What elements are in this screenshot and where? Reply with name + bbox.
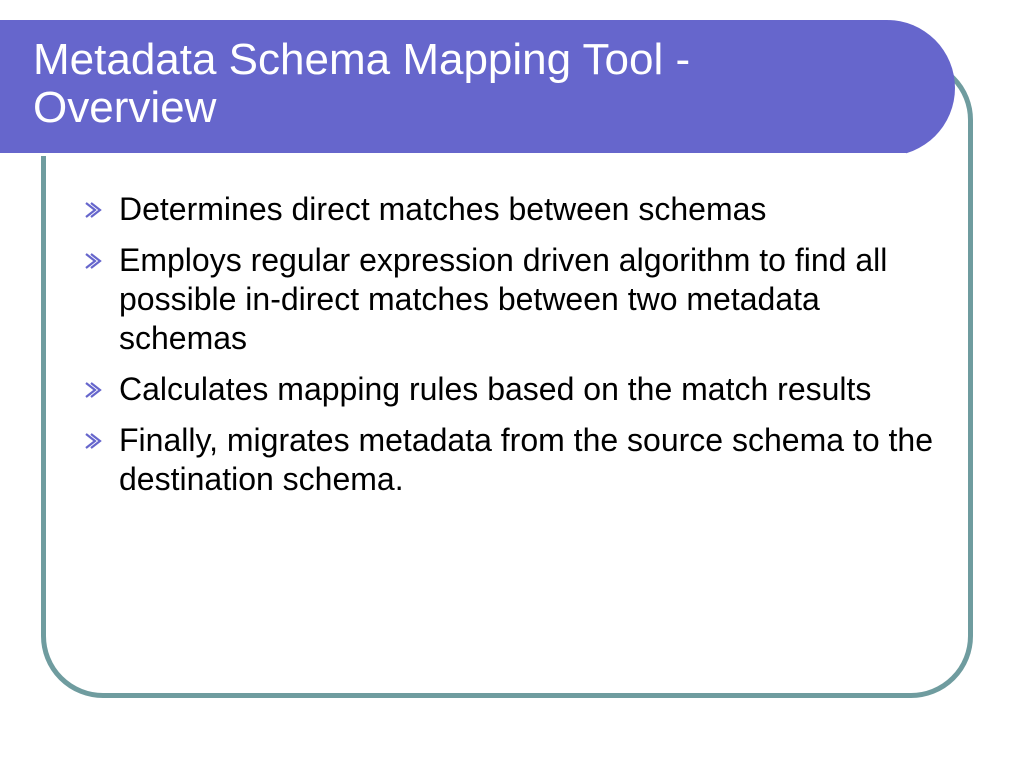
title-line-2: Overview <box>33 82 217 132</box>
bullet-text: Finally, migrates metadata from the source schema to the destination schema. <box>119 422 933 498</box>
slide-title <box>33 36 913 131</box>
title-underline <box>0 153 906 156</box>
title-line-1: Metadata Schema Mapping Tool - <box>33 35 691 84</box>
chevron-right-icon <box>82 251 102 271</box>
chevron-right-icon <box>82 200 102 220</box>
title-bar <box>0 20 955 156</box>
bullet-item <box>82 370 942 409</box>
bullet-item <box>82 421 942 499</box>
chevron-right-icon <box>82 431 102 451</box>
bullet-text: Determines direct matches between schemas <box>119 191 767 227</box>
chevron-right-icon <box>82 380 102 400</box>
bullet-text: Employs regular expression driven algorithm to find all possible in-direct matches between two metadata schemas <box>119 242 888 357</box>
bullet-text: Calculates mapping rules based on the match results <box>119 371 872 408</box>
bullet-list <box>82 190 942 511</box>
bullet-item <box>82 241 942 358</box>
bullet-item <box>82 190 942 229</box>
